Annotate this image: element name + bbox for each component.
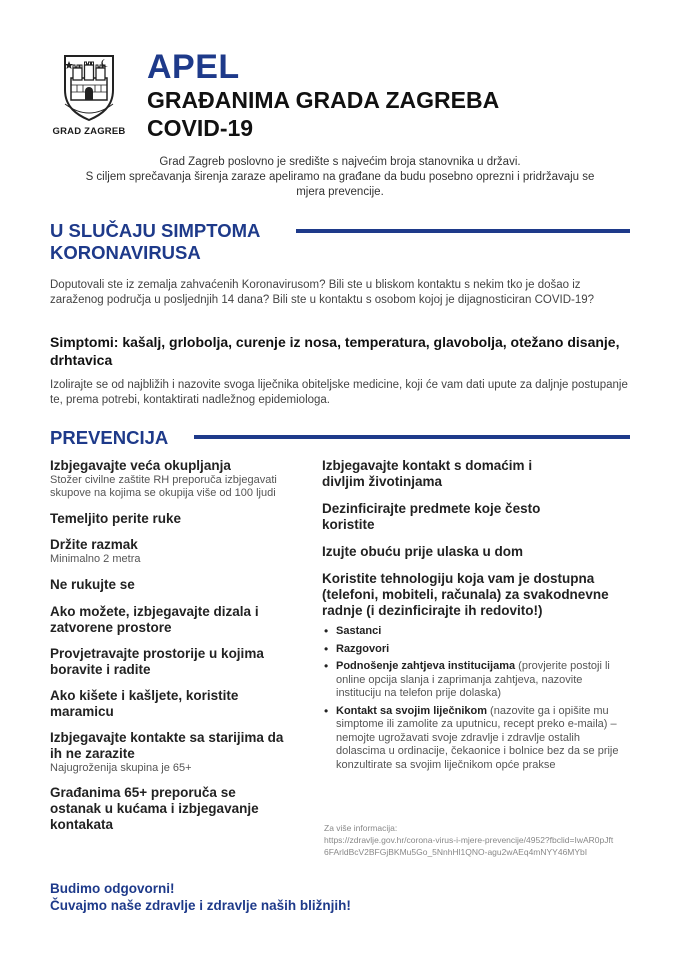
closing-line: Budimo odgovorni!: [50, 881, 175, 896]
symptoms-list: Simptomi: kašalj, grlobolja, curenje iz nosa, temperatura, glavobolja, otežano disanje, drhtavica: [50, 334, 620, 368]
prevention-item: [322, 544, 627, 560]
symptoms-heading: [50, 220, 260, 264]
list-item: [322, 625, 627, 639]
prevention-item: [50, 537, 290, 566]
zagreb-coat-of-arms-icon: [59, 52, 119, 122]
more-info-link[interactable]: https://zdravlje.gov.hr/corona-virus-i-mjere-prevencije/4952?fbclid=IwAR0pJft: [324, 835, 614, 845]
more-info: [324, 822, 644, 858]
prevention-right-column: [322, 458, 627, 772]
prevention-item: [50, 730, 290, 775]
prevention-item-title: Provjetravajte prostorije u kojima boravite i radite: [50, 646, 264, 677]
prevention-item-title: Izbjegavajte veća okupljanja: [50, 458, 231, 473]
closing-message: [50, 880, 351, 914]
intro-text: [40, 155, 640, 200]
prevention-left-column: [50, 458, 290, 833]
title-appeal: APEL: [147, 48, 240, 86]
intro-line: S ciljem sprečavanja širenja zaraze apeliramo na građane da budu posebno oprezni i pridržavaju se: [85, 171, 595, 183]
symptoms-heading-line: KORONAVIRUSA: [50, 242, 201, 263]
prevention-item-title: Izbjegavajte kontakte sa starijima da ih ne zarazite: [50, 730, 284, 761]
prevention-item-note: Stožer civilne zaštite RH preporuča izbjegavati skupove na kojima se okupija više od 100 ljudi: [50, 474, 277, 499]
symptoms-heading-line: U SLUČAJU SIMPTOMA: [50, 220, 261, 241]
bullet-detail: (provjerite postoji li online opcija slanja i zaprimanja zahtjeva, nazovite instituciju na telefon prije dolaska): [336, 660, 610, 699]
prevention-item-title: Temeljito perite ruke: [50, 511, 182, 526]
prevention-item: [50, 458, 290, 500]
prevention-item-title: Držite razmak: [50, 537, 138, 552]
bullet-bold: Kontakt sa svojim liječnikom: [336, 704, 487, 717]
city-logo: [52, 52, 126, 137]
exposure-question: Doputovali ste iz zemalja zahvaćenih Koronavirusom? Bili ste u bliskom kontaktu s nekim tko je došao iz zaraženog područja u posljednjih 14 dana? Bili ste u kontaktu s osobom kojoj je dijagnosticiran COVID-19?: [50, 279, 595, 306]
prevention-item: [50, 577, 290, 593]
prevention-heading: PREVENCIJA: [50, 427, 169, 448]
technology-bullet-list: [322, 625, 627, 772]
logo-label: GRAD ZAGREB: [52, 126, 126, 137]
prevention-item: [322, 501, 552, 533]
bullet-bold: Razgovori: [336, 642, 390, 655]
list-item: [322, 660, 627, 701]
prevention-item-note: Minimalno 2 metra: [50, 553, 141, 565]
closing-line: Čuvajmo naše zdravlje i zdravlje naših bližnjih!: [50, 898, 351, 913]
title-topic: COVID-19: [147, 115, 254, 141]
prevention-item: [50, 511, 290, 527]
page-title: [147, 48, 499, 142]
more-info-label: Za više informacija:: [324, 823, 398, 833]
list-item: [322, 643, 627, 657]
isolation-advice: Izolirajte se od najbližih i nazovite svoga liječnika obiteljske medicine, koji će vam dati upute za daljnje postupanje te, prema potrebi, kontaktirati nadležnog epidemiologa.: [50, 379, 628, 406]
prevention-item-title: Izujte obuću prije ulaska u dom: [322, 544, 524, 559]
prevention-item-title: Koristite tehnologiju koja vam je dostupna (telefoni, mobiteli, računala) za svakodnevne radnje (i dezinficirajte ih redovito!): [322, 571, 609, 618]
prevention-item: [50, 646, 290, 678]
prevention-item-title: Ako kišete i kašljete, koristite maramicu: [50, 688, 239, 719]
prevention-item: [50, 604, 290, 636]
prevention-item-title: Dezinficirajte predmete koje često koristite: [322, 501, 541, 532]
bullet-bold: Sastanci: [336, 625, 382, 637]
bullet-bold: Podnošenje zahtjeva institucijama: [336, 660, 516, 672]
prevention-item: [50, 785, 290, 833]
section-divider: [194, 435, 630, 439]
prevention-item-title: Izbjegavajte kontakt s domaćim i divljim životinjama: [322, 458, 533, 489]
prevention-item-note: Najugroženija skupina je 65+: [50, 762, 192, 774]
prevention-item-title: Građanima 65+ preporuča se ostanak u kućama i izbjegavanje kontakata: [50, 785, 259, 832]
prevention-item: [322, 571, 627, 619]
section-divider: [296, 229, 630, 233]
prevention-item-title: Ako možete, izbjegavajte dizala i zatvorene prostore: [50, 604, 259, 635]
list-item: [322, 705, 627, 773]
prevention-item-title: Ne rukujte se: [50, 577, 135, 592]
title-audience: GRAĐANIMA GRADA ZAGREBA: [147, 87, 500, 113]
prevention-item: [50, 688, 290, 720]
intro-line: mjera prevencije.: [296, 186, 384, 198]
intro-line: Grad Zagreb poslovno je središte s najvećim broja stanovnika u državi.: [159, 156, 521, 168]
bullet-detail: (nazovite ga i opišite mu simptome ili zamolite za uputnicu, recept preko e-maila) – nemojte ugrožavati svoje zdravlje i zdravlje ostalih dolascima u ordinacije, čekaonice i bolnice bez da se prije konzultirate sa svojim liječnikom opće prakse: [336, 704, 619, 771]
more-info-link[interactable]: 6FArldBcV2BFGjBKMu5Go_5NnhHl1QNO-agu2wAEq4mNYY46MYbI: [324, 847, 588, 857]
prevention-item: [322, 458, 572, 490]
